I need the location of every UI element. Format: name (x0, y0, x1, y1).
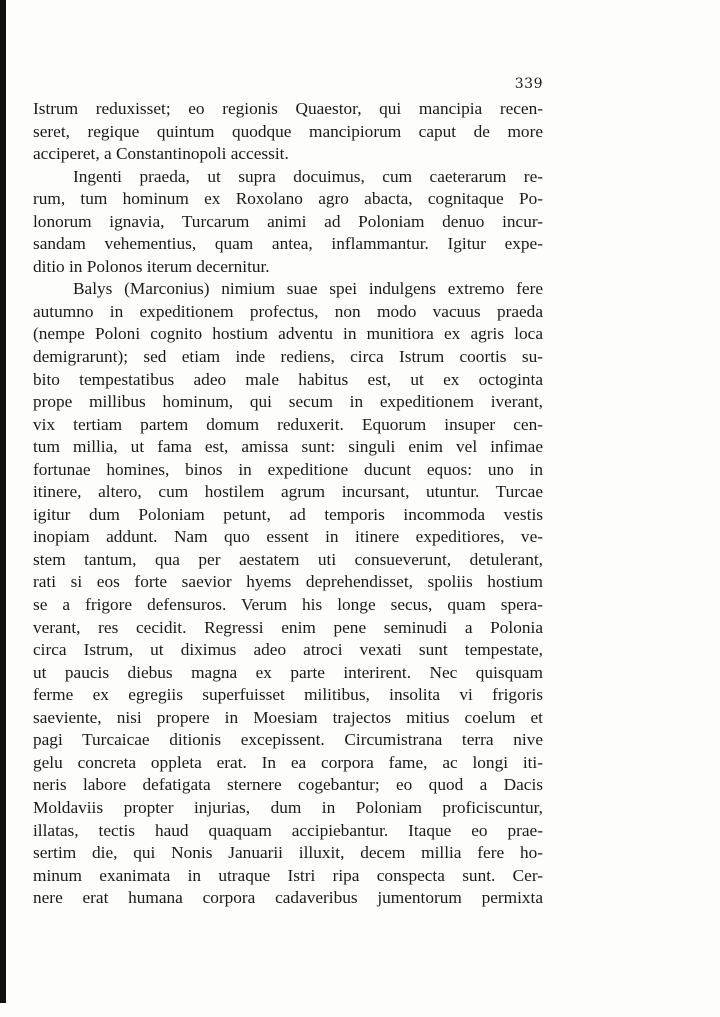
text-line: nere erat humana corpora cadaveribus jumentorum permixta (33, 888, 543, 908)
text-line: neris labore defatigata sternere cogebantur; eo quod a Dacis (33, 775, 543, 795)
text-line: fortunae homines, binos in expeditione ducunt equos: uno in (33, 459, 543, 479)
text-line: tum millia, ut fama est, amissa sunt: singuli enim vel infimae (33, 437, 543, 457)
text-line: bito tempestatibus adeo male habitus est, ut ex octoginta (33, 369, 543, 389)
text-line: autumno in expeditionem profectus, non modo vacuus praeda (33, 301, 543, 321)
page-number: 339 (514, 76, 543, 92)
text-line: ferme ex egregiis superfuisset militibus, insolita vi frigoris (33, 685, 543, 705)
text-line: minum exanimata in utraque Istri ripa conspecta sunt. Cer- (33, 865, 543, 885)
text-line: sertim die, qui Nonis Januarii illuxit, decem millia fere ho- (33, 843, 543, 863)
scan-border (0, 0, 6, 1003)
text-line: Istrum reduxisset; eo regionis Quaestor, qui mancipia recen- (33, 99, 543, 118)
text-line: acciperet, a Constantinopoli accessit. (33, 144, 289, 164)
text-line: pagi Turcaicae ditionis excepissent. Circumistrana terra nive (33, 730, 543, 750)
text-line: Moldaviis propter injurias, dum in Poloniam proficiscuntur, (33, 797, 543, 817)
text-line: stem tantum, qua per aestatem uti consueverunt, detulerant, (33, 549, 543, 569)
text-line: saeviente, nisi propere in Moesiam trajectos mitius coelum et (33, 707, 543, 727)
text-line: illatas, tectis haud quaquam accipiebantur. Itaque eo prae- (33, 820, 543, 840)
text-line: rum, tum hominum ex Roxolano agro abacta, cognitaque Po- (33, 189, 543, 209)
text-line: verant, res cecidit. Regressi enim pene seminudi a Polonia (33, 617, 543, 637)
text-line: igitur dum Poloniam petunt, ad temporis incommoda vestis (33, 504, 543, 524)
text-line: prope millibus hominum, qui secum in expeditionem iverant, (33, 392, 543, 412)
text-line: seret, regique quintum quodque mancipiorum caput de more (33, 121, 543, 141)
text-line: demigrarunt); sed etiam inde rediens, circa Istrum coortis su- (33, 347, 543, 367)
text-line: itinere, altero, cum hostilem agrum incursant, utuntur. Turcae (33, 482, 543, 502)
text-line: se a frigore defensuros. Verum his longe secus, quam spera- (33, 595, 543, 615)
text-line: sandam vehementius, quam antea, inflammantur. Igitur expe- (33, 234, 543, 254)
text-line: (nempe Poloni cognito hostium adventu in munitiora ex agris loca (33, 324, 543, 344)
text-line: circa Istrum, ut diximus adeo atroci vexati sunt tempestate, (33, 640, 543, 660)
text-line: Balys (Marconius) nimium suae spei indulgens extremo fere (73, 279, 543, 299)
body-text (33, 98, 543, 910)
text-line: lonorum ignavia, Turcarum animi ad Poloniam denuo incur- (33, 211, 543, 231)
text-line: gelu concreta oppleta erat. In ea corpora fame, ac longi iti- (33, 752, 543, 772)
text-line: rati si eos forte saevior hyems deprehendisset, spoliis hostium (33, 572, 543, 592)
text-line: inopiam addunt. Nam quo essent in itinere expeditiores, ve- (33, 527, 543, 547)
text-line: ut paucis diebus magna ex parte interirent. Nec quisquam (33, 662, 543, 682)
text-line: vix tertiam partem domum reduxerit. Equorum insuper cen- (33, 414, 543, 434)
text-line: Ingenti praeda, ut supra docuimus, cum caeterarum re- (73, 166, 543, 186)
text-line: ditio in Polonos iterum decernitur. (33, 256, 270, 276)
